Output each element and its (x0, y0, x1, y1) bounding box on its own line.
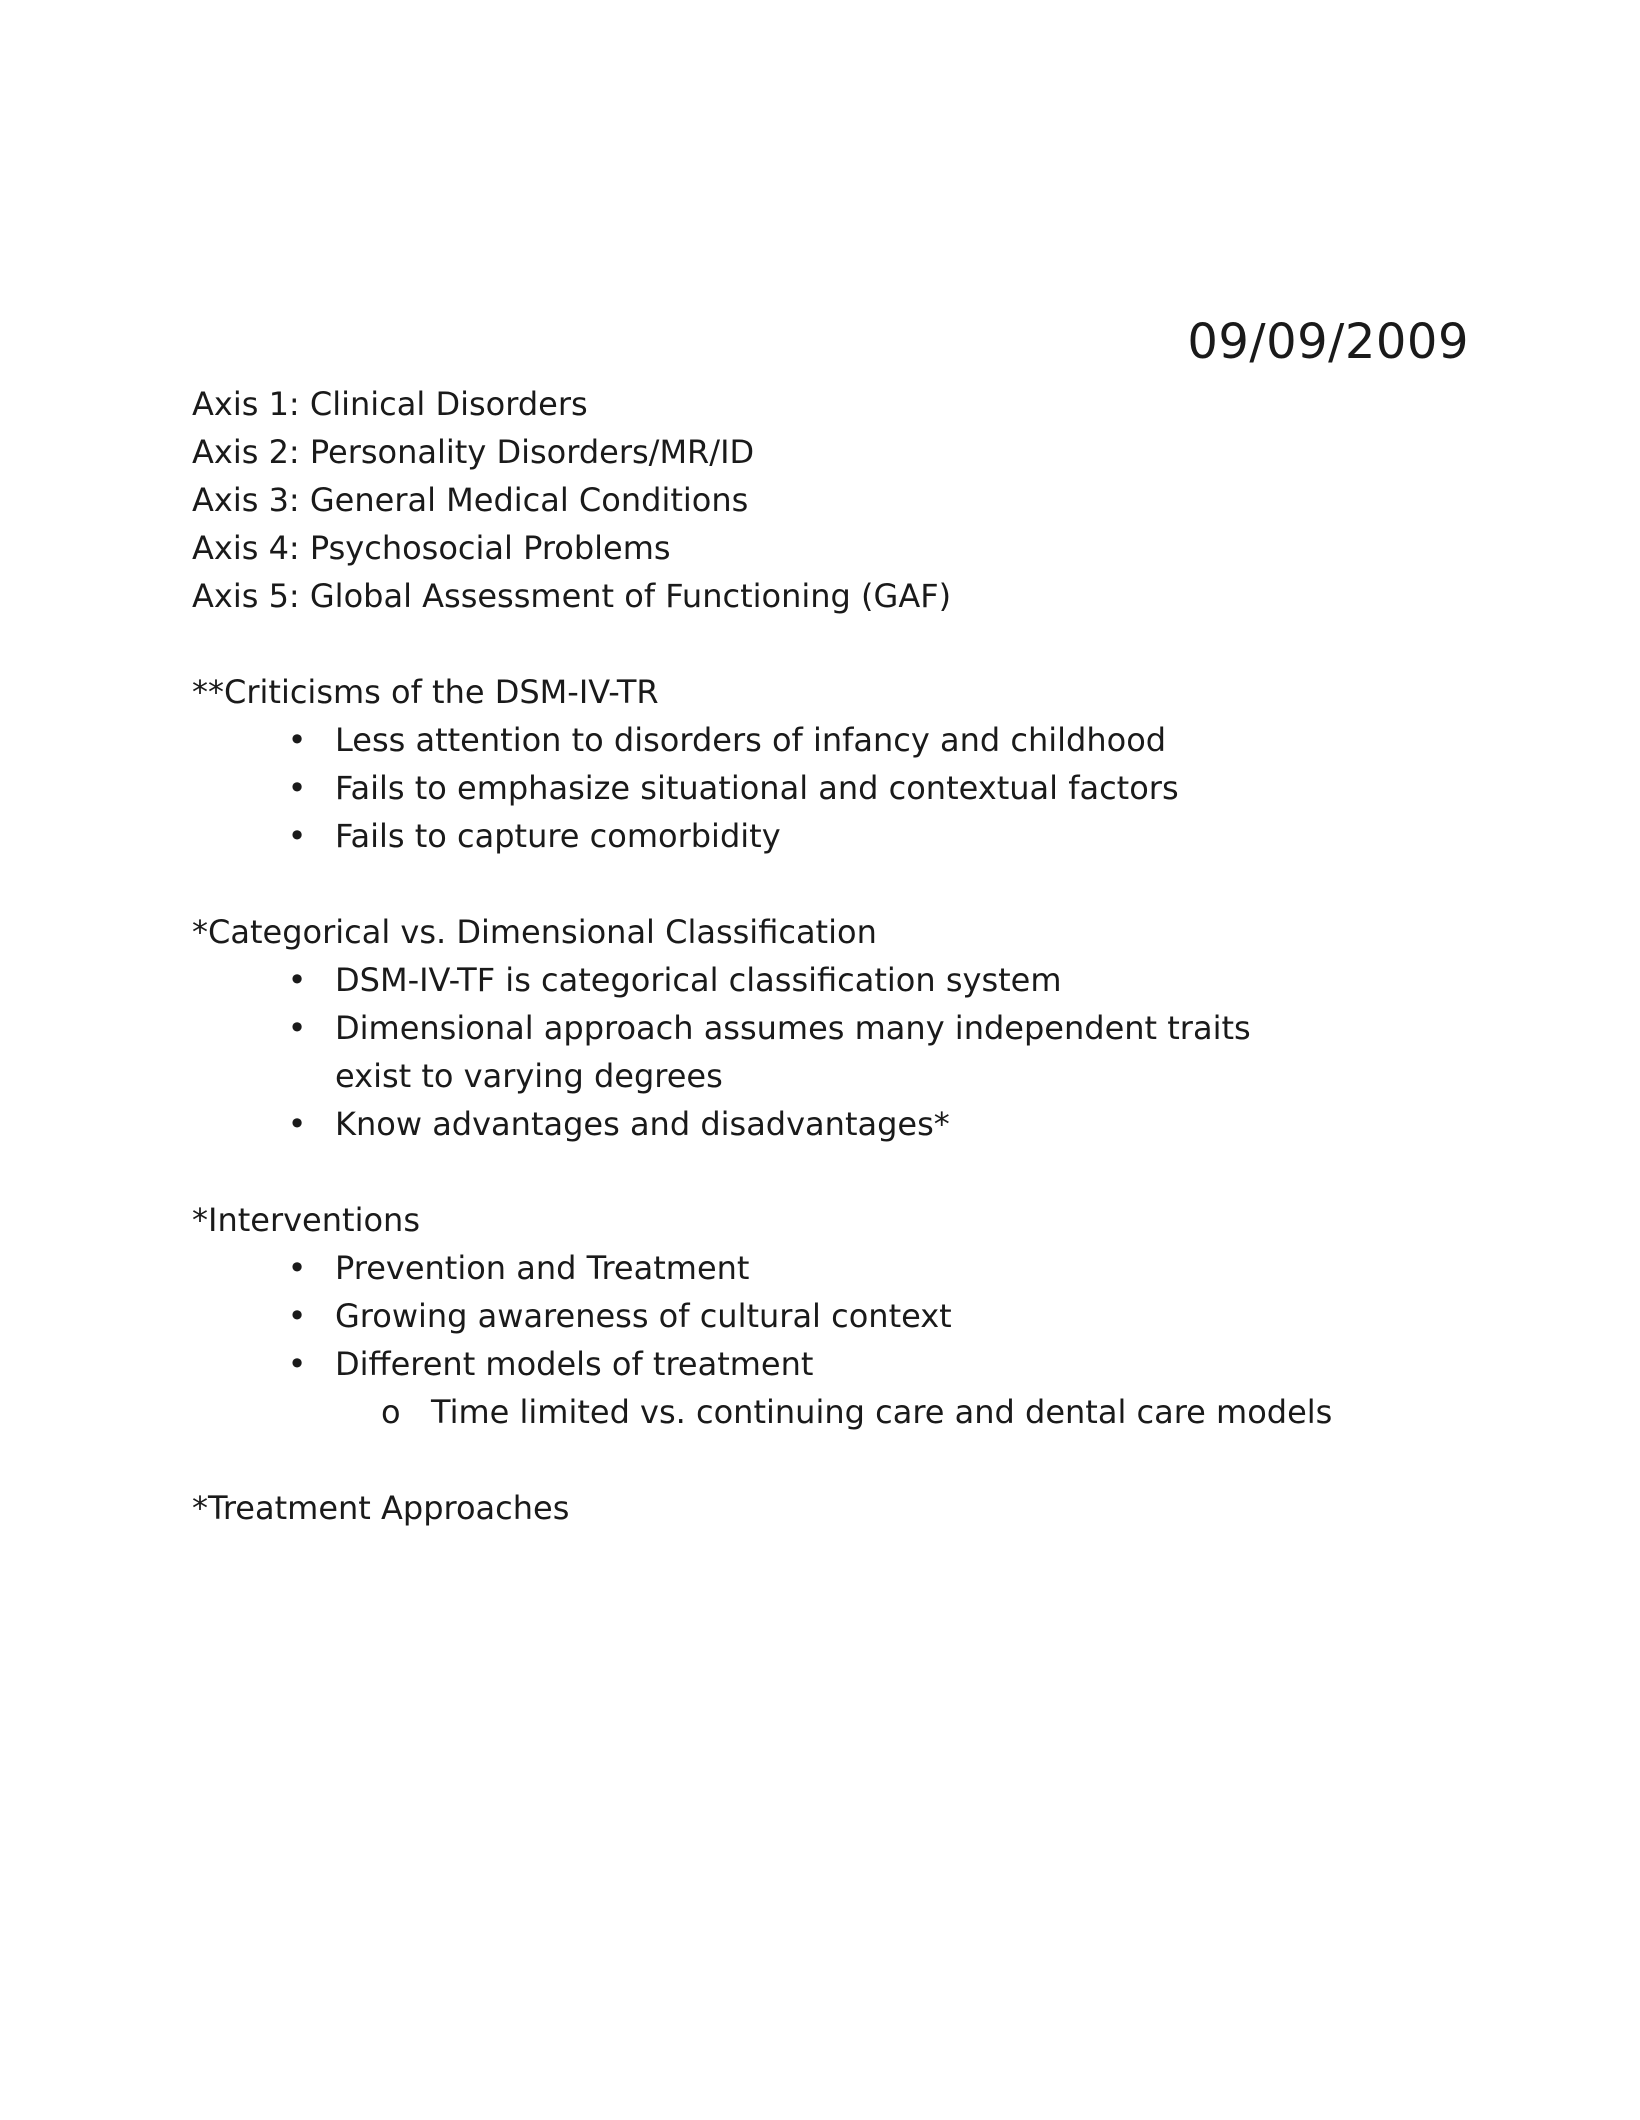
axes-list (192, 380, 1492, 620)
list-item-text: Prevention and Treatment (335, 1249, 750, 1287)
classification-list (192, 956, 1492, 1148)
bullet-icon: • (287, 769, 307, 807)
list-item (192, 812, 1492, 860)
bullet-icon: • (287, 1249, 307, 1287)
list-item-text: Different models of treatment (335, 1345, 814, 1383)
sub-list-item-text: Time limited vs. continuing care and dental care models (431, 1393, 1333, 1431)
axis-2: Axis 2: Personality Disorders/MR/ID (192, 433, 755, 471)
list-item-text: Less attention to disorders of infancy and childhood (335, 721, 1167, 759)
interventions-heading: *Interventions (192, 1201, 420, 1239)
notes-content (192, 380, 1492, 1532)
list-item-text: Fails to emphasize situational and contextual factors (335, 769, 1179, 807)
treatment-section (192, 1484, 1492, 1532)
axis-4: Axis 4: Psychosocial Problems (192, 529, 671, 567)
criticisms-heading: **Criticisms of the DSM-IV-TR (192, 673, 659, 711)
axis-1: Axis 1: Clinical Disorders (192, 385, 588, 423)
axis-5: Axis 5: Global Assessment of Functioning (GAF) (192, 577, 952, 615)
list-item (192, 956, 1492, 1004)
list-item (192, 1292, 1492, 1340)
list-item (192, 716, 1492, 764)
document-date: 09/09/2009 (1187, 314, 1469, 370)
circle-bullet-icon: o (381, 1393, 401, 1431)
bullet-icon: • (287, 1105, 307, 1143)
bullet-icon: • (287, 1009, 307, 1047)
axis-3: Axis 3: General Medical Conditions (192, 481, 749, 519)
list-item (192, 1340, 1492, 1436)
bullet-icon: • (287, 1345, 307, 1383)
list-item (192, 1100, 1492, 1148)
list-item-text: DSM-IV-TF is categorical classification system (335, 961, 1062, 999)
list-item-text: Fails to capture comorbidity (335, 817, 781, 855)
treatment-heading: *Treatment Approaches (192, 1489, 570, 1527)
list-item-text: Growing awareness of cultural context (335, 1297, 952, 1335)
list-item (192, 1004, 1335, 1100)
classification-section (192, 908, 1492, 1148)
classification-heading: *Categorical vs. Dimensional Classification (192, 913, 877, 951)
sub-list-item (335, 1388, 1492, 1436)
interventions-list (192, 1244, 1492, 1436)
bullet-icon: • (287, 721, 307, 759)
bullet-icon: • (287, 1297, 307, 1335)
list-item-text: Dimensional approach assumes many independent traits exist to varying degrees (335, 1009, 1251, 1095)
treatment-models-sublist (335, 1388, 1492, 1436)
criticisms-list (192, 716, 1492, 860)
bullet-icon: • (287, 817, 307, 855)
list-item (192, 1244, 1492, 1292)
list-item (192, 764, 1492, 812)
list-item-text: Know advantages and disadvantages* (335, 1105, 950, 1143)
interventions-section (192, 1196, 1492, 1436)
criticisms-section (192, 668, 1492, 860)
bullet-icon: • (287, 961, 307, 999)
